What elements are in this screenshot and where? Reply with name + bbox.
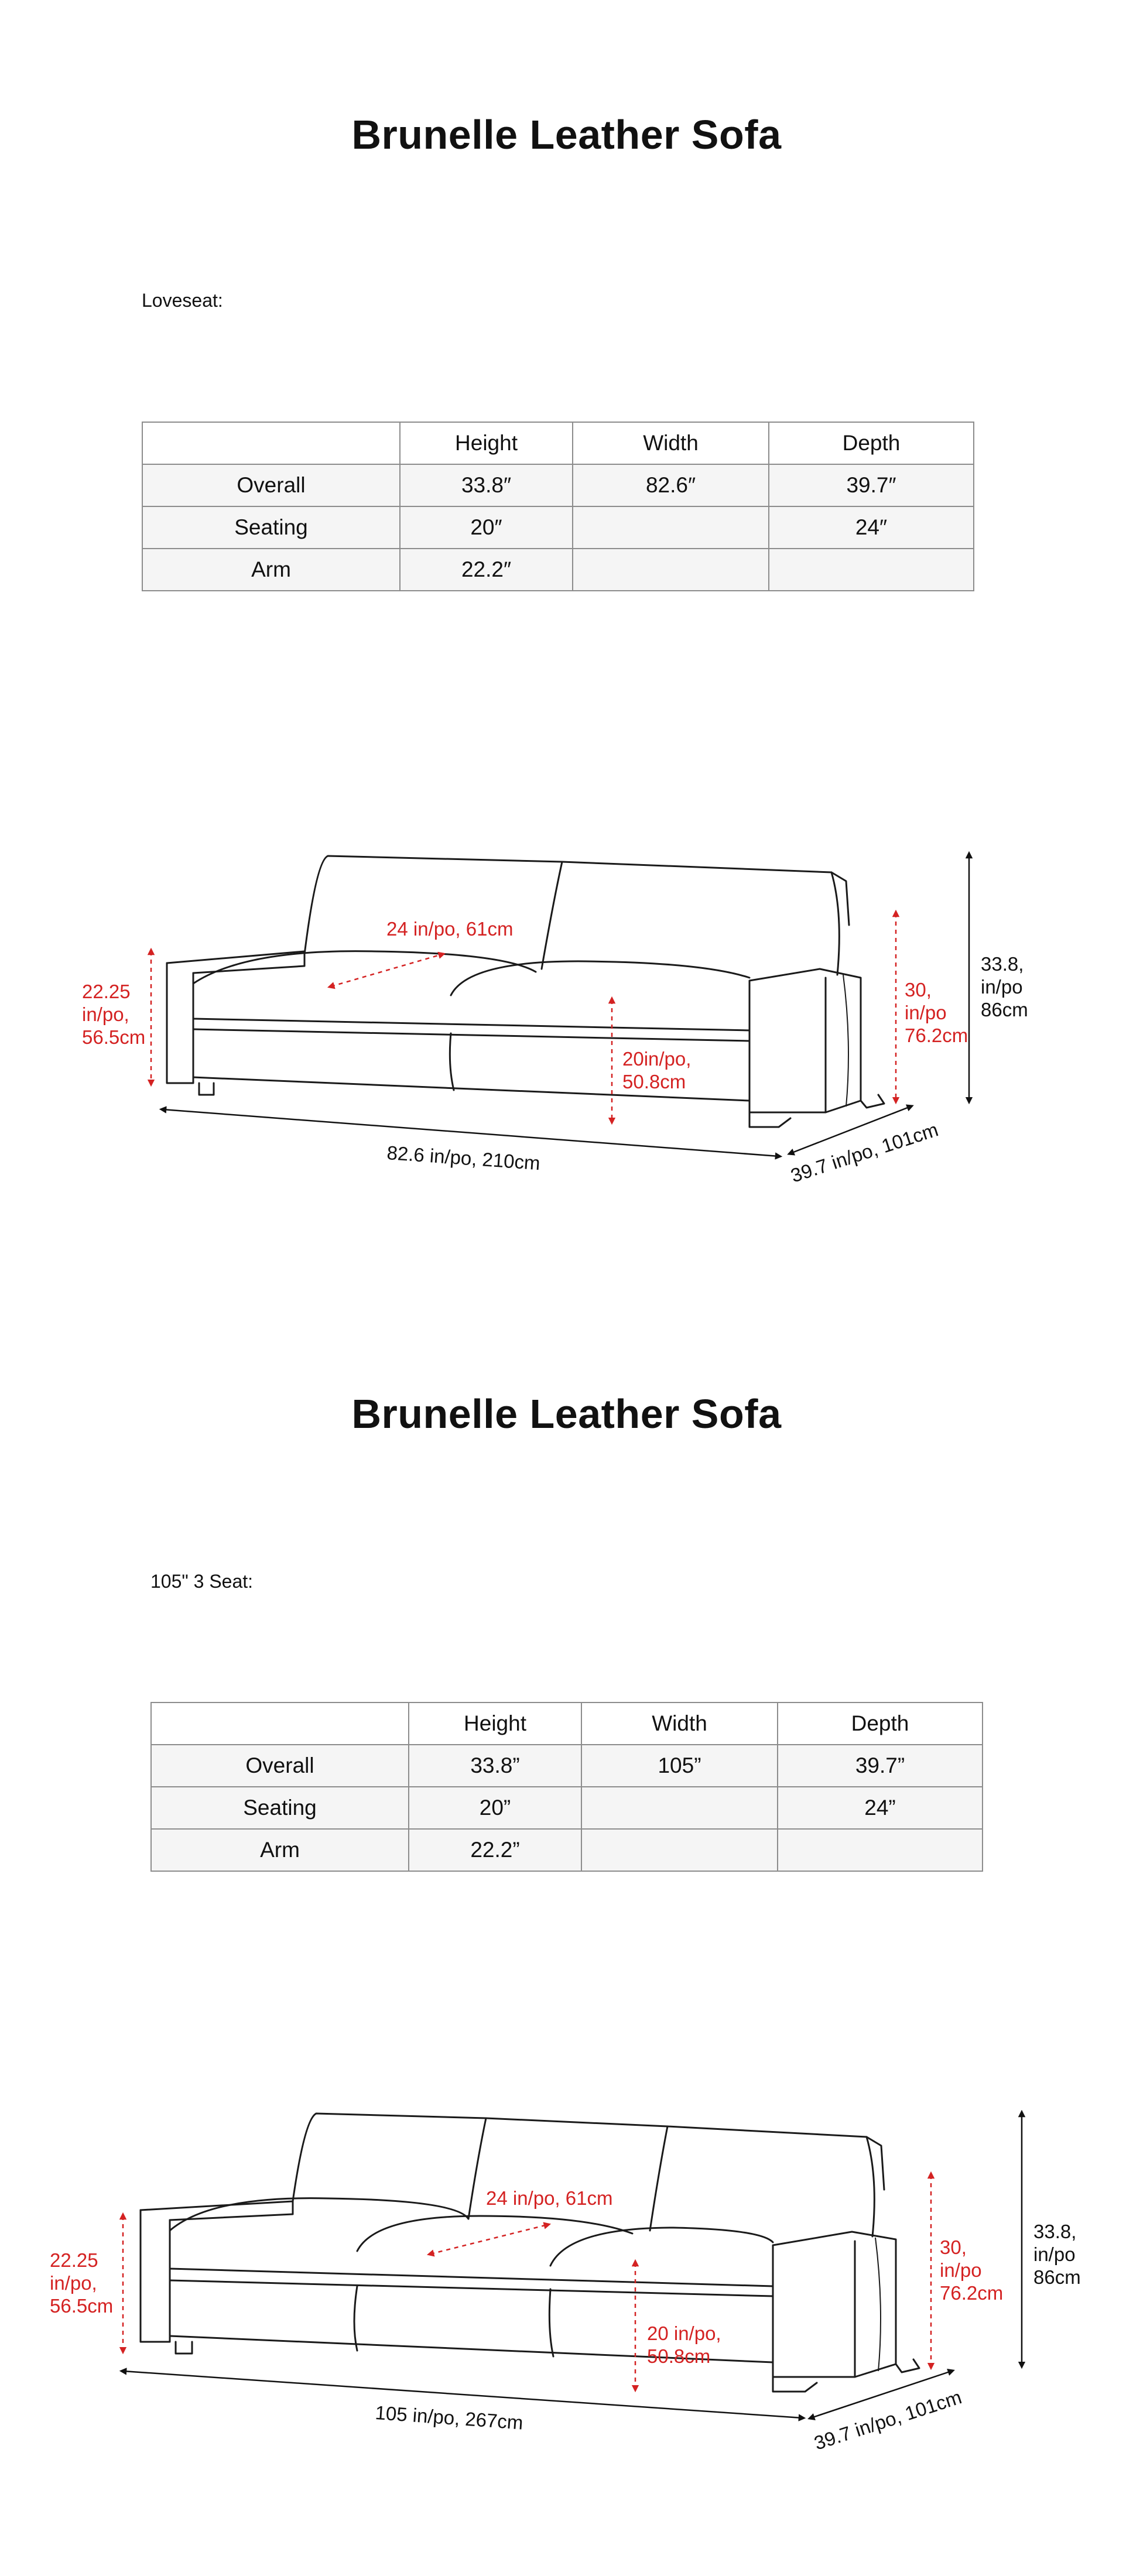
overall-height-label: in/po [1033, 2243, 1076, 2265]
seat-depth-label: 24 in/po, 61cm [386, 918, 514, 940]
loveseat-dimension-diagram [0, 808, 1133, 1229]
row-label: Seating [151, 1787, 409, 1829]
table-cell: 24″ [769, 506, 974, 549]
back-height-label: 30, [905, 979, 932, 1001]
table-cell [581, 1787, 778, 1829]
depth-label: 39.7 in/po, 101cm [788, 1118, 941, 1187]
row-label: Overall [151, 1745, 409, 1787]
page-title: Brunelle Leather Sofa [351, 112, 782, 157]
table-cell: 20″ [400, 506, 573, 549]
product-variant-label: Loveseat: [142, 290, 223, 311]
table-cell: 22.2″ [400, 549, 573, 591]
table-header-row [142, 422, 974, 464]
overall-height-label: in/po [981, 976, 1023, 998]
arm-height-label: 22.25 [50, 2249, 98, 2271]
overall-height-label: 33.8, [981, 953, 1024, 975]
seat-height-label: 20in/po, [622, 1048, 692, 1070]
row-label: Arm [151, 1829, 409, 1871]
table-row [151, 1787, 983, 1829]
table-cell: 105” [581, 1745, 778, 1787]
back-height-label: in/po [905, 1002, 947, 1023]
depth-label: 39.7 in/po, 101cm [811, 2386, 964, 2454]
row-label: Arm [142, 549, 400, 591]
table-cell [573, 506, 769, 549]
table-header-cell: Depth [778, 1703, 983, 1745]
table-cell: 20” [409, 1787, 581, 1829]
back-height-label: 76.2cm [940, 2282, 1004, 2304]
table-row [142, 506, 974, 549]
arm-height-label: 56.5cm [50, 2295, 114, 2317]
width-label: 82.6 in/po, 210cm [386, 1142, 541, 1174]
dimensions-table [150, 1702, 983, 1872]
table-row [151, 1829, 983, 1871]
back-height-label: 30, [940, 2236, 967, 2258]
dimensions-table [142, 422, 974, 591]
table-row [142, 549, 974, 591]
three-seat-sofa-outline [141, 2113, 919, 2392]
table-header-cell [151, 1703, 409, 1745]
table-cell: 22.2” [409, 1829, 581, 1871]
overall-height-label: 33.8, [1033, 2221, 1077, 2242]
arm-height-label: 56.5cm [82, 1026, 146, 1048]
table-cell [581, 1829, 778, 1871]
table-header-cell: Width [581, 1703, 778, 1745]
table-cell: 39.7” [778, 1745, 983, 1787]
arm-height-label: 22.25 [82, 981, 131, 1002]
width-label: 105 in/po, 267cm [374, 2402, 524, 2434]
table-header-row [151, 1703, 983, 1745]
seat-height-label: 20 in/po, [647, 2322, 721, 2344]
table-cell: 24” [778, 1787, 983, 1829]
arm-height-label: in/po, [50, 2272, 97, 2294]
arm-height-label: in/po, [82, 1003, 129, 1025]
loveseat-outline [167, 856, 884, 1127]
back-height-label: in/po [940, 2259, 982, 2281]
seat-depth-line [430, 2225, 547, 2254]
table-cell: 33.8” [409, 1745, 581, 1787]
table-header-cell: Height [409, 1703, 581, 1745]
table-cell [769, 549, 974, 591]
back-height-label: 76.2cm [905, 1025, 968, 1046]
row-label: Overall [142, 464, 400, 506]
table-header-cell: Width [573, 422, 769, 464]
overall-height-label: 86cm [1033, 2266, 1081, 2288]
seat-depth-line [331, 954, 442, 986]
table-header-cell [142, 422, 400, 464]
seat-height-label: 50.8cm [647, 2345, 711, 2367]
product-variant-label: 105" 3 Seat: [150, 1571, 254, 1592]
table-cell [573, 549, 769, 591]
three-seat-dimension-diagram [0, 2084, 1133, 2529]
seat-height-label: 50.8cm [622, 1071, 686, 1092]
row-label: Seating [142, 506, 400, 549]
overall-height-label: 86cm [981, 999, 1028, 1020]
seat-depth-label: 24 in/po, 61cm [486, 2187, 613, 2209]
table-cell: 39.7″ [769, 464, 974, 506]
table-cell: 82.6″ [573, 464, 769, 506]
table-cell [778, 1829, 983, 1871]
table-row [151, 1745, 983, 1787]
table-cell: 33.8″ [400, 464, 573, 506]
table-header-cell: Depth [769, 422, 974, 464]
table-row [142, 464, 974, 506]
page-title: Brunelle Leather Sofa [351, 1391, 782, 1437]
table-header-cell: Height [400, 422, 573, 464]
